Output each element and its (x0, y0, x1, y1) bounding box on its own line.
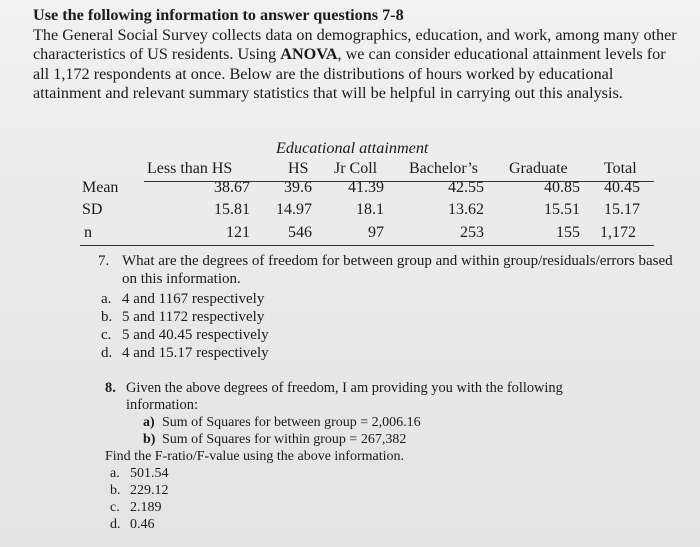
table-cell: 15.81 (214, 201, 250, 218)
q7-option-a: 4 and 1167 respectively (122, 291, 265, 307)
table-cell: 1,172 (600, 224, 636, 241)
table-cell: 39.6 (284, 179, 312, 196)
table-cell: 42.55 (448, 179, 484, 196)
q8-find-text: Find the F-ratio/F-value using the above information. (105, 449, 405, 464)
q8-option-d: 0.46 (130, 517, 155, 532)
q7-option-c-letter: c. (101, 327, 112, 343)
table-cell: 41.39 (348, 179, 384, 196)
intro-bold-anova: ANOVA (280, 45, 338, 64)
q8-option-b: 229.12 (130, 483, 169, 498)
table-cell: 14.97 (276, 201, 312, 218)
intro-text-1: The General Social Survey collects data on demographics, education, and work, among many other characteristics of US residents. Using (33, 25, 677, 64)
q8-number: 8. (105, 380, 116, 396)
row-label-mean: Mean (82, 179, 119, 196)
q7-option-b: 5 and 1172 respectively (122, 309, 265, 325)
table-cell: 121 (226, 224, 250, 241)
col-header-less-than-hs: Less than HS (147, 160, 233, 177)
row-label-n: n (84, 224, 92, 241)
col-header-hs: HS (288, 160, 309, 177)
q8-given-b: Sum of Squares for within group = 267,382 (162, 432, 407, 447)
col-header-jr-coll: Jr Coll (334, 160, 378, 177)
table-cell: 253 (460, 224, 484, 241)
table-cell: 13.62 (448, 201, 484, 218)
q8-option-d-letter: d. (110, 517, 121, 532)
table-title: Educational attainment (276, 139, 429, 157)
q8-option-a-letter: a. (110, 466, 120, 481)
q8-option-c: 2.189 (130, 500, 162, 515)
col-header-total: Total (604, 160, 637, 177)
intro-text-2: , we can consider educational attainment levels for all 1,172 respondents at once. Below are the distributions of hours worked by educational attainment and relevant summary statistics that will be helpful in carrying out this analysis. (33, 45, 666, 103)
col-header-bachelors: Bachelor’s (409, 160, 479, 177)
table-cell: 40.45 (604, 179, 640, 196)
table-cell: 546 (288, 224, 312, 241)
q8-option-b-letter: b. (110, 483, 121, 498)
table-cell: 15.17 (604, 201, 640, 218)
q7-option-c: 5 and 40.45 respectively (122, 327, 269, 343)
row-label-sd: SD (82, 201, 103, 218)
q7-option-d: 4 and 15.17 respectively (122, 345, 269, 361)
q7-option-a-letter: a. (101, 291, 112, 307)
q8-given-a: Sum of Squares for between group = 2,006.16 (162, 415, 421, 430)
table-cell: 38.67 (214, 179, 250, 196)
intro-block (33, 6, 683, 104)
q8-option-a: 501.54 (130, 466, 169, 481)
q8-option-c-letter: c. (110, 500, 120, 515)
q7-text: What are the degrees of freedom for between group and within group/residuals/errors based on this information. (122, 253, 673, 287)
q7-number: 7. (98, 253, 110, 269)
q7-option-b-letter: b. (101, 309, 113, 325)
table-bottom-rule (80, 245, 654, 246)
table-cell: 155 (556, 224, 580, 241)
q7-option-d-letter: d. (101, 345, 113, 361)
table-cell: 15.51 (544, 201, 580, 218)
table-cell: 18.1 (356, 201, 384, 218)
q8-given-a-letter: a) (143, 415, 155, 430)
col-header-graduate: Graduate (509, 160, 568, 177)
instructions-heading: Use the following information to answer questions 7-8 (33, 6, 404, 24)
table-cell: 40.85 (544, 179, 580, 196)
table-cell: 97 (368, 224, 384, 241)
q8-text: Given the above degrees of freedom, I am providing you with the following information: (126, 380, 563, 413)
q8-given-b-letter: b) (143, 432, 156, 447)
